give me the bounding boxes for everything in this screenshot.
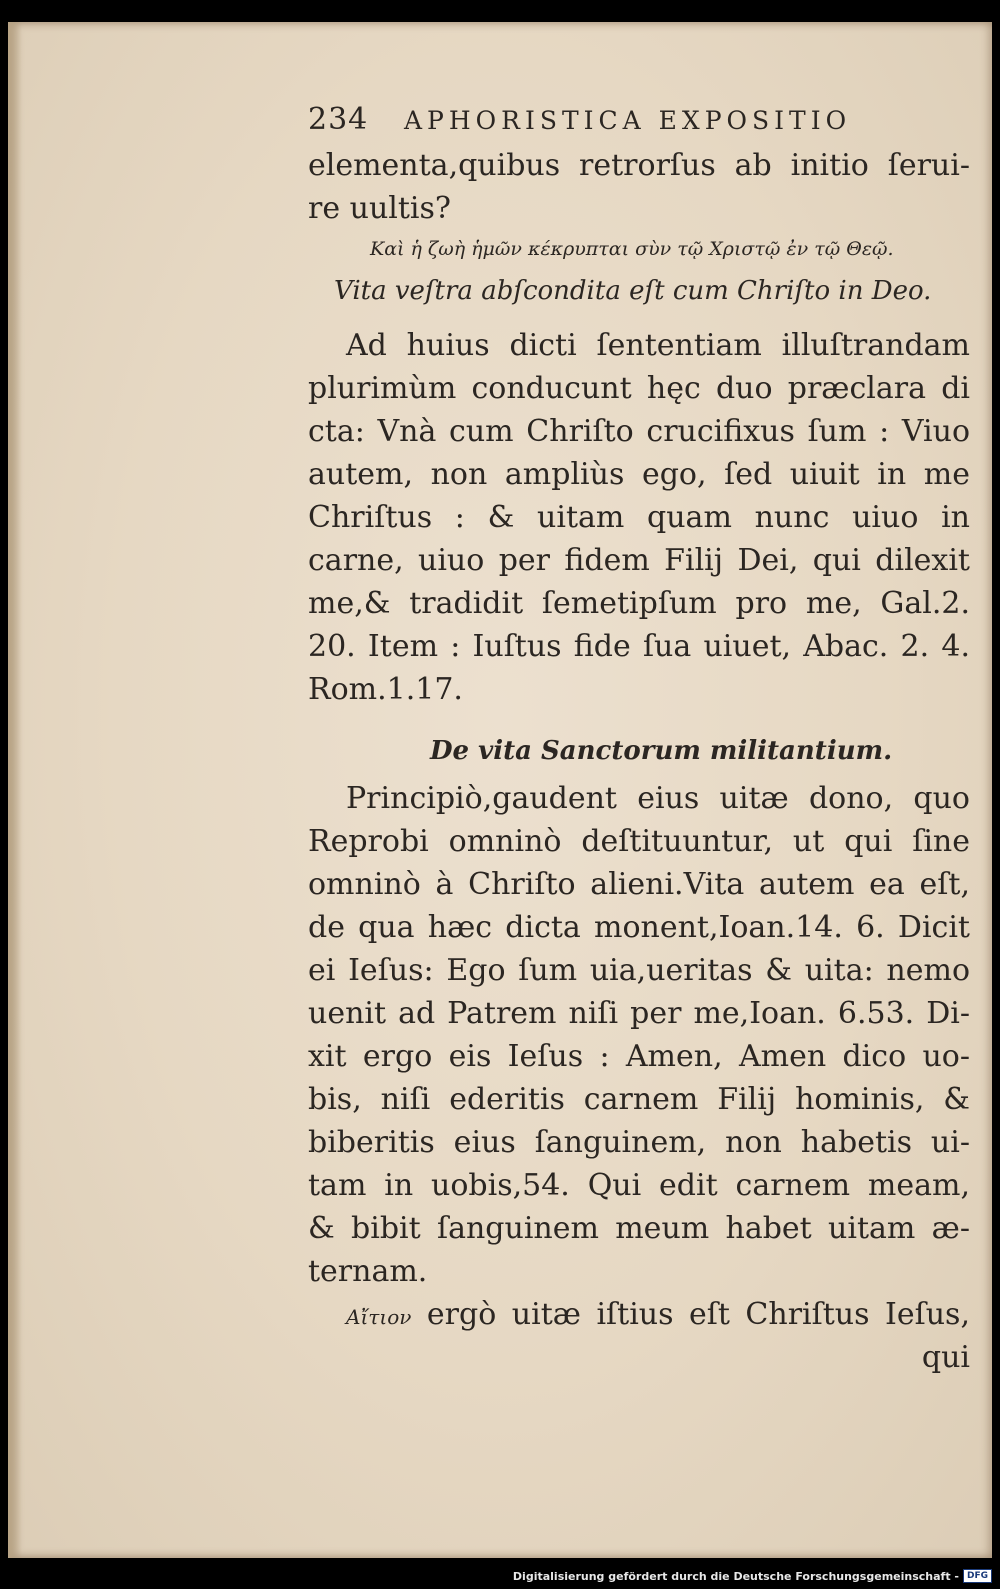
digitization-credit bbox=[513, 1567, 992, 1585]
credit-text: Digitalisierung gefördert durch die Deutsche Forschungsgemeinschaft - bbox=[512, 1569, 959, 1583]
text-line: ternam. bbox=[308, 1254, 428, 1289]
text-line: tam in uobis,54. Qui edit carnem meam, bbox=[308, 1168, 970, 1203]
text-line: & bibit ſanguinem meum habet uitam æ- bbox=[308, 1211, 970, 1246]
text-line: Reprobi omninò deſtituuntur, ut qui ſine bbox=[308, 824, 970, 859]
greek-quote: Καὶ ἡ ζωὴ ἡμῶν κέκρυπται σὺν τῷ Χριστῷ ἐν τῷ Θεῷ. bbox=[370, 238, 894, 260]
greek-word: Αἴτιον bbox=[346, 1305, 412, 1329]
text-line: xit ergo eis Ieſus : Amen, Amen dico uo- bbox=[308, 1039, 970, 1074]
text-line: elementa,quibus retrorſus ab initio ſerui- bbox=[308, 148, 970, 183]
page-header bbox=[308, 102, 970, 144]
paragraph-3 bbox=[308, 1293, 970, 1336]
text-line: Rom.1.17. bbox=[308, 672, 463, 707]
page-gutter bbox=[8, 22, 22, 1558]
text-line: Chriſtus : & uitam quam nunc uiuo in bbox=[308, 500, 970, 535]
paragraph-1 bbox=[308, 324, 970, 711]
book-page bbox=[8, 22, 992, 1558]
page-number: 234 bbox=[308, 102, 369, 137]
text-line: 20. Item : Iuſtus fide ſua uiuet, Abac. 2. 4. bbox=[308, 629, 970, 664]
text-line: me,& tradidit ſemetipſum pro me, Gal.2. bbox=[308, 586, 970, 621]
paragraph-2 bbox=[308, 777, 970, 1293]
text-line: uenit ad Patrem niſi per me,Ioan. 6.53. Di- bbox=[308, 996, 970, 1031]
text-line: bis, niſi ederitis carnem Filij hominis, & bbox=[308, 1082, 970, 1117]
text-line: re uultis? bbox=[308, 191, 451, 226]
text-line: Ad huius dicti ſententiam illuſtrandam bbox=[346, 328, 970, 363]
text-line: cta: Vnà cum Chriſto crucifixus ſum : Viuo bbox=[308, 414, 970, 449]
catchword: qui bbox=[921, 1340, 970, 1375]
running-title: APHORISTICA EXPOSITIO bbox=[404, 106, 852, 135]
text-line: Principiò,gaudent eius uitæ dono, quo bbox=[346, 781, 970, 816]
text-line: autem, non ampliùs ego, ſed uiuit in me bbox=[308, 457, 970, 492]
text-line: ei Ieſus: Ego ſum uia,ueritas & uita: nemo bbox=[308, 953, 970, 988]
text-line: omninò à Chriſto alieni.Vita autem ea eſt, bbox=[308, 867, 970, 902]
text-line: plurimùm conducunt hęc duo præclara di bbox=[308, 371, 970, 406]
section-heading: De vita Sanctorum militantium. bbox=[430, 736, 893, 766]
text-block bbox=[308, 102, 970, 1379]
paragraph-3-text: ergò uitæ iſtius eſt Chriſtus Ieſus, bbox=[426, 1297, 970, 1332]
text-line: carne, uiuo per fidem Filij Dei, qui dilexit bbox=[308, 543, 970, 578]
dfg-logo: DFG bbox=[963, 1569, 992, 1583]
text-line: biberitis eius ſanguinem, non habetis ui- bbox=[308, 1125, 970, 1160]
latin-quote: Vita veſtra abſcondita eſt cum Chriſto in Deo. bbox=[334, 276, 932, 306]
text-line: de qua hæc dicta monent,Ioan.14. 6. Dicit bbox=[308, 910, 970, 945]
